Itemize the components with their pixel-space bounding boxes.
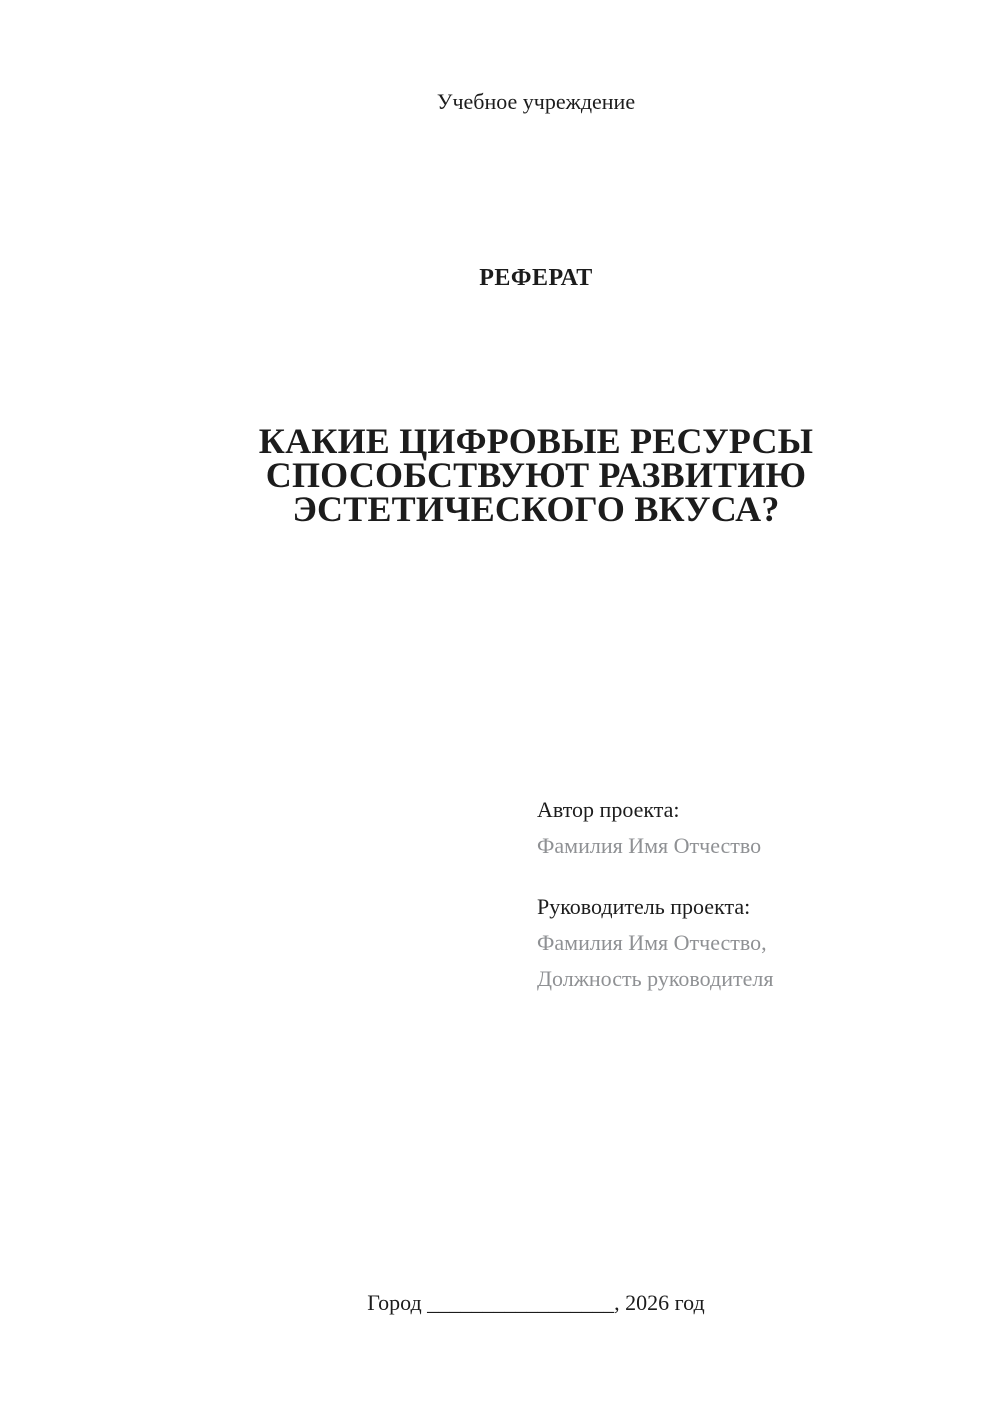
credits-section [537, 792, 929, 997]
report-title-line-3: ЭСТЕТИЧЕСКОГО ВКУСА? [292, 489, 780, 529]
city-year-line [143, 1288, 929, 1318]
institution-name: Учебное учреждение [436, 89, 636, 114]
supervisor-label: Руководитель проекта: [537, 894, 751, 919]
report-title-line-2: СПОСОБСТВУЮТ РАЗВИТИЮ [265, 455, 807, 495]
city-label: Город [367, 1290, 428, 1315]
supervisor-position-placeholder: Должность руководителя [537, 966, 774, 991]
year-text: , 2026 год [614, 1290, 705, 1315]
document-type-heading: РЕФЕРАТ [479, 265, 593, 291]
city-blank-line: _________________ [427, 1290, 615, 1315]
supervisor-block [537, 889, 929, 997]
page-content [143, 88, 929, 997]
supervisor-name-placeholder: Фамилия Имя Отчество, [537, 930, 767, 955]
report-title-line-1: КАКИЕ ЦИФРОВЫЕ РЕСУРСЫ [258, 421, 814, 461]
author-name-placeholder: Фамилия Имя Отчество [537, 833, 762, 858]
author-block [537, 792, 929, 864]
author-label: Автор проекта: [537, 797, 680, 822]
report-title [143, 421, 929, 529]
